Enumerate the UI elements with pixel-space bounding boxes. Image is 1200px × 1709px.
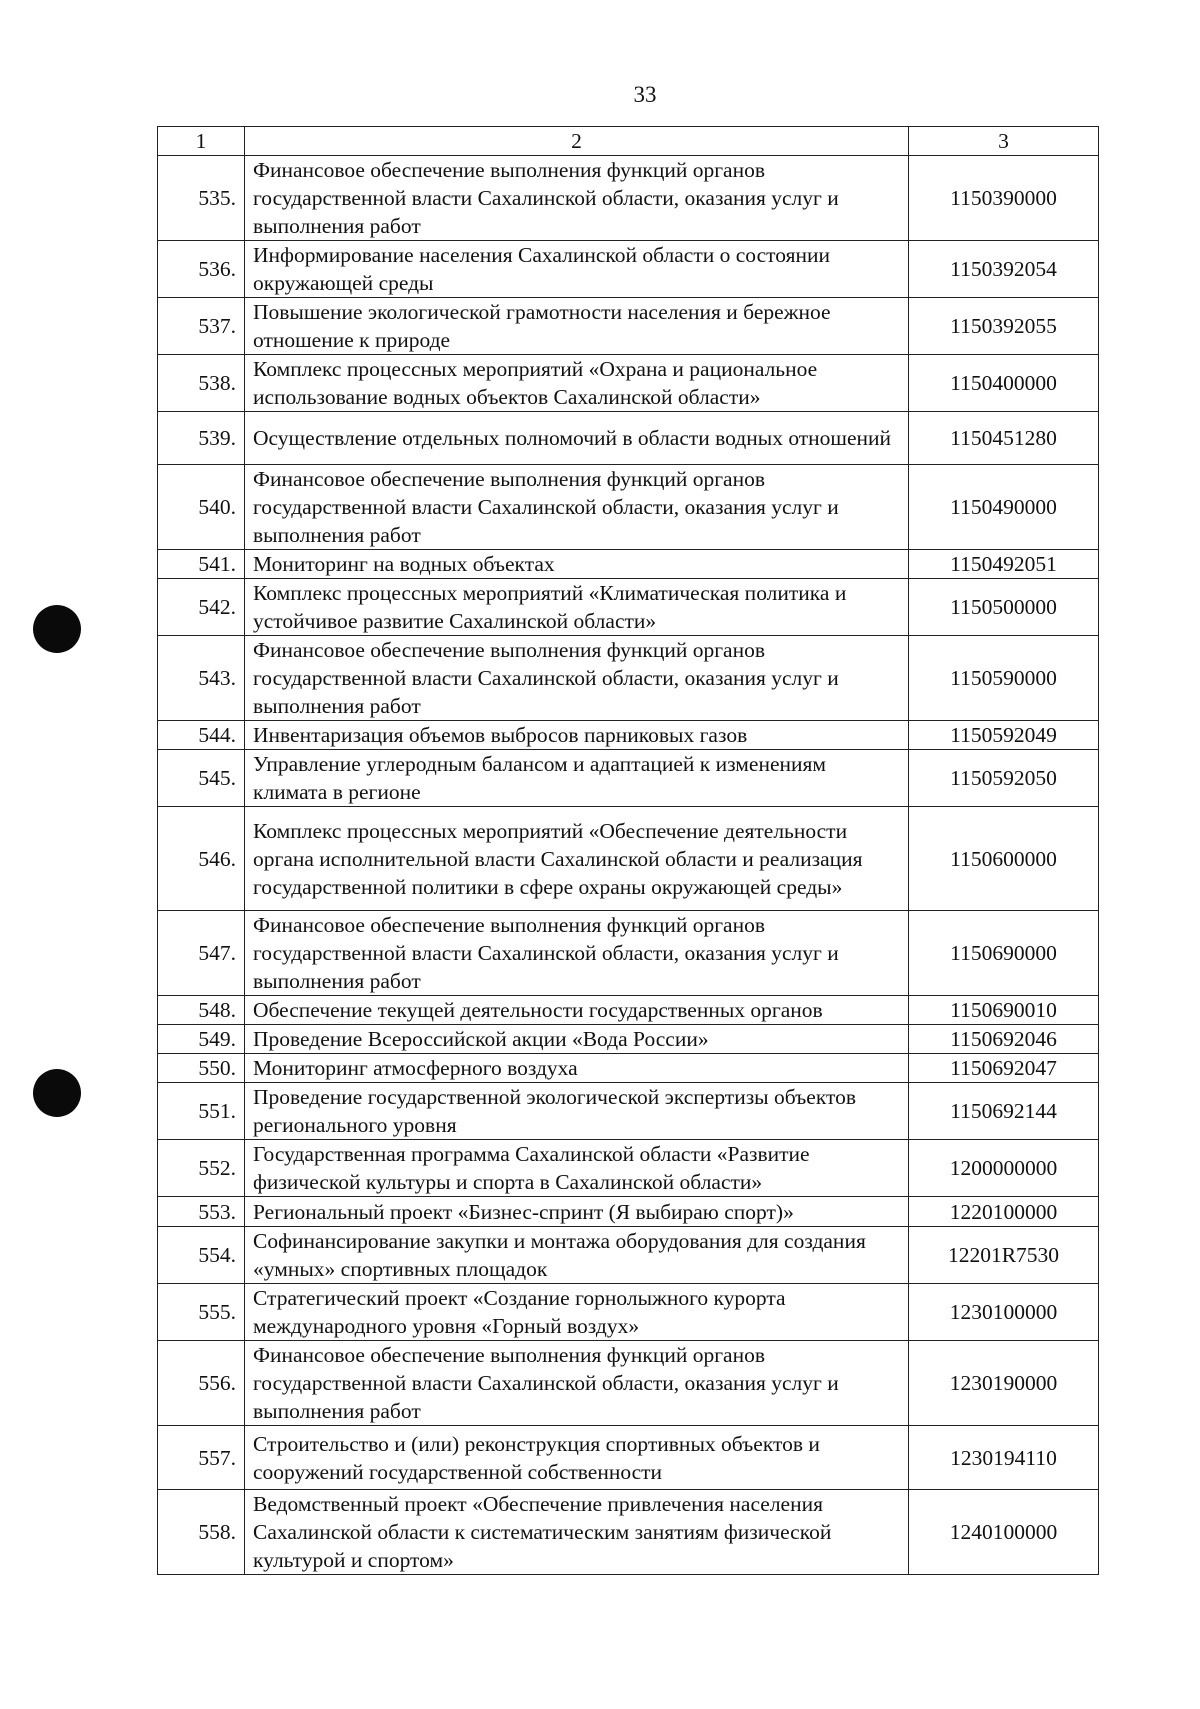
table-row	[158, 1083, 1099, 1140]
row-code-cell: 1150490000	[909, 465, 1099, 550]
row-number-cell: 538.	[158, 355, 245, 412]
row-code-cell: 1150400000	[909, 355, 1099, 412]
table-row	[158, 911, 1099, 996]
table-row	[158, 1197, 1099, 1227]
table-row	[158, 1025, 1099, 1054]
row-code-cell: 1150690010	[909, 996, 1099, 1025]
row-number-cell: 551.	[158, 1083, 245, 1140]
row-code-cell: 1150590000	[909, 636, 1099, 721]
row-number-cell: 556.	[158, 1341, 245, 1426]
row-name-cell: Мониторинг атмосферного воздуха	[245, 1054, 909, 1083]
row-name-cell: Обеспечение текущей деятельности государственных органов	[245, 996, 909, 1025]
row-code-cell: 1230194110	[909, 1426, 1099, 1490]
table-row	[158, 550, 1099, 579]
row-name-cell: Финансовое обеспечение выполнения функций органов государственной власти Сахалинской области, оказания услуг и выполнения работ	[245, 465, 909, 550]
punch-hole-mark	[33, 1069, 81, 1117]
table-row	[158, 750, 1099, 807]
header-cell: 2	[245, 127, 909, 156]
row-code-cell: 1150492051	[909, 550, 1099, 579]
row-number-cell: 545.	[158, 750, 245, 807]
row-name-cell: Инвентаризация объемов выбросов парниковых газов	[245, 721, 909, 750]
row-code-cell: 1220100000	[909, 1197, 1099, 1227]
table-row	[158, 1054, 1099, 1083]
table-row	[158, 1426, 1099, 1490]
punch-hole-mark	[33, 605, 81, 653]
row-name-cell: Управление углеродным балансом и адаптацией к изменениям климата в регионе	[245, 750, 909, 807]
table-row	[158, 1341, 1099, 1426]
row-code-cell: 1230190000	[909, 1341, 1099, 1426]
row-name-cell: Финансовое обеспечение выполнения функций органов государственной власти Сахалинской области, оказания услуг и выполнения работ	[245, 636, 909, 721]
table-row	[158, 156, 1099, 241]
page-number: 33	[633, 82, 657, 107]
row-number-cell: 541.	[158, 550, 245, 579]
row-number-cell: 544.	[158, 721, 245, 750]
codes-table	[157, 126, 1099, 1575]
row-name-cell: Комплекс процессных мероприятий «Охрана и рациональное использование водных объектов Сахалинской области»	[245, 355, 909, 412]
table-row	[158, 1227, 1099, 1284]
row-number-cell: 535.	[158, 156, 245, 241]
row-code-cell: 1150692046	[909, 1025, 1099, 1054]
row-name-cell: Финансовое обеспечение выполнения функций органов государственной власти Сахалинской области, оказания услуг и выполнения работ	[245, 911, 909, 996]
header-cell: 3	[909, 127, 1099, 156]
table-row	[158, 579, 1099, 636]
row-number-cell: 555.	[158, 1284, 245, 1341]
row-number-cell: 552.	[158, 1140, 245, 1197]
table-row	[158, 298, 1099, 355]
row-code-cell: 1150390000	[909, 156, 1099, 241]
row-code-cell: 1230100000	[909, 1284, 1099, 1341]
table-row	[158, 465, 1099, 550]
row-code-cell: 1150692144	[909, 1083, 1099, 1140]
header-cell: 1	[158, 127, 245, 156]
row-number-cell: 548.	[158, 996, 245, 1025]
row-code-cell: 1150692047	[909, 1054, 1099, 1083]
row-code-cell: 1150451280	[909, 412, 1099, 465]
table-row	[158, 721, 1099, 750]
table-row	[158, 241, 1099, 298]
row-code-cell: 1150392055	[909, 298, 1099, 355]
row-number-cell: 547.	[158, 911, 245, 996]
row-name-cell: Комплекс процессных мероприятий «Климатическая политика и устойчивое развитие Сахалинской области»	[245, 579, 909, 636]
row-code-cell: 1240100000	[909, 1490, 1099, 1575]
table-row	[158, 996, 1099, 1025]
row-name-cell: Региональный проект «Бизнес-спринт (Я выбираю спорт)»	[245, 1197, 909, 1227]
table-row	[158, 412, 1099, 465]
row-name-cell: Комплекс процессных мероприятий «Обеспечение деятельности органа исполнительной власти Сахалинской области и реализация государственной политики в сфере охраны окружающей среды»	[245, 807, 909, 911]
row-number-cell: 543.	[158, 636, 245, 721]
row-name-cell: Проведение Всероссийской акции «Вода России»	[245, 1025, 909, 1054]
row-number-cell: 557.	[158, 1426, 245, 1490]
row-number-cell: 537.	[158, 298, 245, 355]
row-name-cell: Мониторинг на водных объектах	[245, 550, 909, 579]
row-code-cell: 1200000000	[909, 1140, 1099, 1197]
row-number-cell: 549.	[158, 1025, 245, 1054]
row-code-cell: 1150592050	[909, 750, 1099, 807]
row-name-cell: Стратегический проект «Создание горнолыжного курорта международного уровня «Горный воздух»	[245, 1284, 909, 1341]
row-number-cell: 542.	[158, 579, 245, 636]
row-code-cell: 1150392054	[909, 241, 1099, 298]
table-row	[158, 1490, 1099, 1575]
row-code-cell: 1150500000	[909, 579, 1099, 636]
table-row	[158, 1284, 1099, 1341]
row-number-cell: 550.	[158, 1054, 245, 1083]
row-number-cell: 553.	[158, 1197, 245, 1227]
table-header-row	[158, 127, 1099, 156]
table-row	[158, 807, 1099, 911]
row-name-cell: Проведение государственной экологической экспертизы объектов регионального уровня	[245, 1083, 909, 1140]
row-code-cell: 1150600000	[909, 807, 1099, 911]
table-row	[158, 1140, 1099, 1197]
row-number-cell: 546.	[158, 807, 245, 911]
row-name-cell: Финансовое обеспечение выполнения функций органов государственной власти Сахалинской области, оказания услуг и выполнения работ	[245, 1341, 909, 1426]
table-row	[158, 636, 1099, 721]
row-number-cell: 558.	[158, 1490, 245, 1575]
row-name-cell: Ведомственный проект «Обеспечение привлечения населения Сахалинской области к систематическим занятиям физической культурой и спортом»	[245, 1490, 909, 1575]
row-number-cell: 539.	[158, 412, 245, 465]
row-name-cell: Строительство и (или) реконструкция спортивных объектов и сооружений государственной собственности	[245, 1426, 909, 1490]
row-code-cell: 12201R7530	[909, 1227, 1099, 1284]
row-name-cell: Финансовое обеспечение выполнения функций органов государственной власти Сахалинской области, оказания услуг и выполнения работ	[245, 156, 909, 241]
row-name-cell: Повышение экологической грамотности населения и бережное отношение к природе	[245, 298, 909, 355]
row-name-cell: Информирование населения Сахалинской области о состоянии окружающей среды	[245, 241, 909, 298]
row-name-cell: Софинансирование закупки и монтажа оборудования для создания «умных» спортивных площадок	[245, 1227, 909, 1284]
row-code-cell: 1150690000	[909, 911, 1099, 996]
row-code-cell: 1150592049	[909, 721, 1099, 750]
row-number-cell: 540.	[158, 465, 245, 550]
row-number-cell: 536.	[158, 241, 245, 298]
row-number-cell: 554.	[158, 1227, 245, 1284]
row-name-cell: Осуществление отдельных полномочий в области водных отношений	[245, 412, 909, 465]
table-row	[158, 355, 1099, 412]
row-name-cell: Государственная программа Сахалинской области «Развитие физической культуры и спорта в Сахалинской области»	[245, 1140, 909, 1197]
